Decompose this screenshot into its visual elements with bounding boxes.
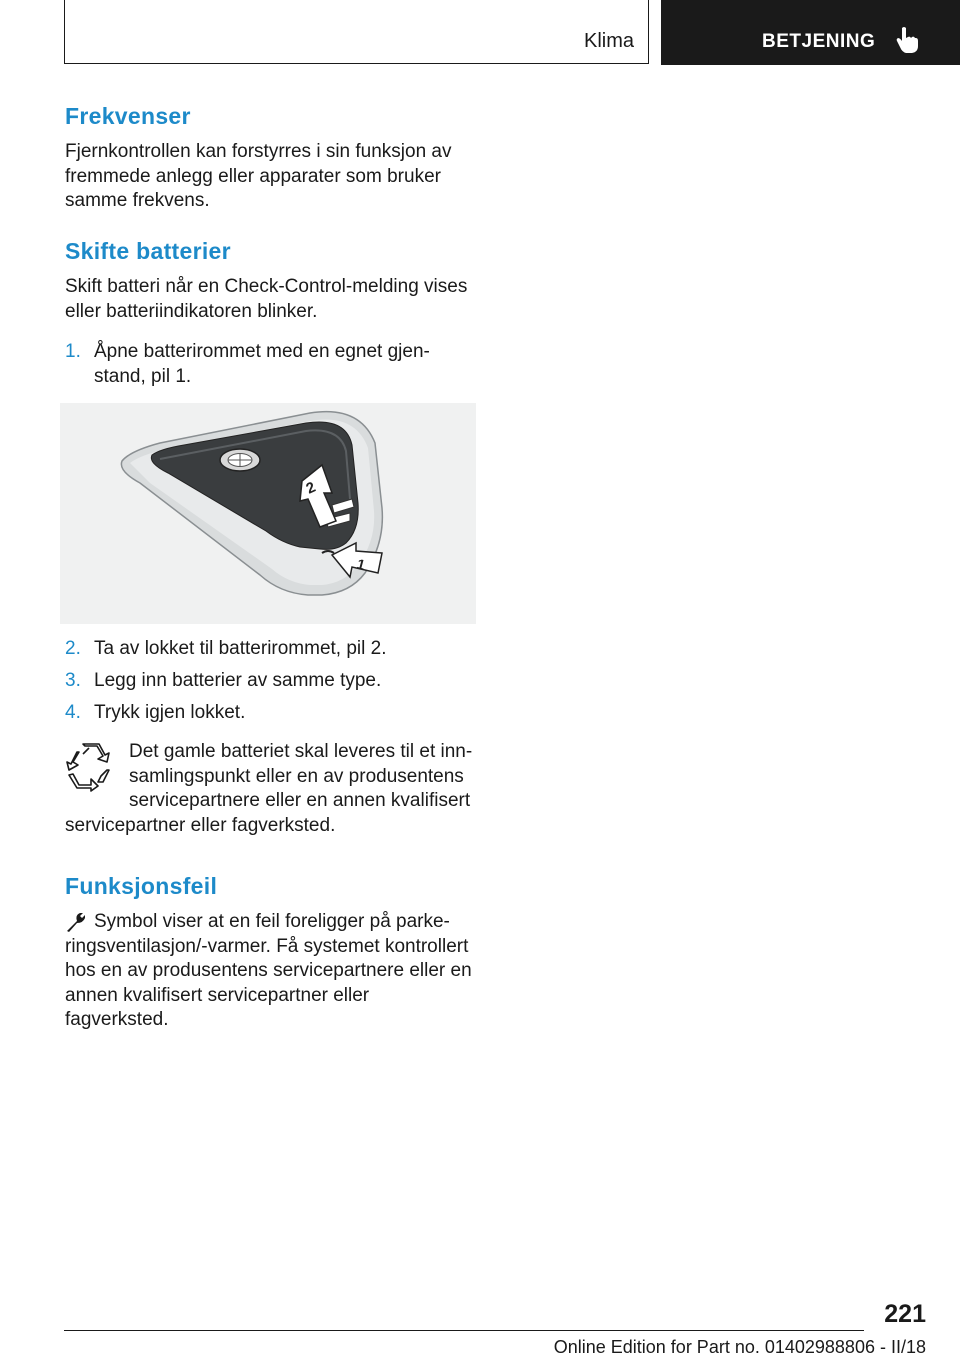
page-number: 221 <box>884 1300 926 1328</box>
text-funksjonsfeil-content: Symbol viser at en feil foreligger på parke-ringsventilasjon/-varmer. Få systemet kontrollert hos en av produsentens servicepartnere eller en annen kvalifisert servicepartner eller fagverksted. <box>65 911 472 1030</box>
header-section-box <box>64 0 649 64</box>
header-chapter-box <box>661 0 960 65</box>
edition-text: Online Edition for Part no. 01402988806 - II/18 <box>553 1337 926 1357</box>
step-4 <box>65 701 477 726</box>
step-number: 1. <box>65 341 81 362</box>
recycle-float-spacer <box>65 740 129 812</box>
text-frekvenser: Fjernkontrollen kan forstyrres i sin funksjon av fremmede anlegg eller apparater som bruker samme frekvens. <box>65 141 452 211</box>
text-funksjonsfeil <box>65 910 477 1033</box>
step-text: Ta av lokket til batterirommet, pil 2. <box>94 638 387 659</box>
step-text: Legg inn batterier av samme type. <box>94 670 382 691</box>
header-chapter-title: BETJENING <box>762 31 876 52</box>
step-text: Trykk igjen lokket. <box>94 702 246 723</box>
footer-divider <box>64 1330 864 1331</box>
key-fob-figure <box>60 403 476 624</box>
step-number: 2. <box>65 638 81 659</box>
key-fob-illustration <box>60 403 476 624</box>
step-number: 3. <box>65 670 81 691</box>
text-skifte-batterier: Skift batteri når en Check-Control-melding vises eller batteriindikatoren blinker. <box>65 276 468 322</box>
step-text: Åpne batterirommet med en egnet gjen-stand, pil 1. <box>94 341 430 387</box>
header-section-title: Klima <box>583 30 634 52</box>
hand-pointer-icon <box>896 26 920 54</box>
heading-frekvenser: Frekvenser <box>65 103 191 129</box>
recycle-note <box>65 740 477 838</box>
arrow-label-1: 1 <box>355 555 367 573</box>
step-3 <box>65 669 477 694</box>
heading-funksjonsfeil: Funksjonsfeil <box>65 873 218 899</box>
step-number: 4. <box>65 702 81 723</box>
step-1 <box>65 340 477 389</box>
heading-skifte-batterier: Skifte batterier <box>65 238 231 264</box>
step-2 <box>65 637 477 662</box>
recycle-note-text: Det gamle batteriet skal leveres til et inn-samlingspunkt eller en av produsentens servicepartnere eller en annen kvalifisert servicepartner eller fagverksted. <box>65 741 473 836</box>
arrow-label-2: 2 <box>303 478 319 498</box>
